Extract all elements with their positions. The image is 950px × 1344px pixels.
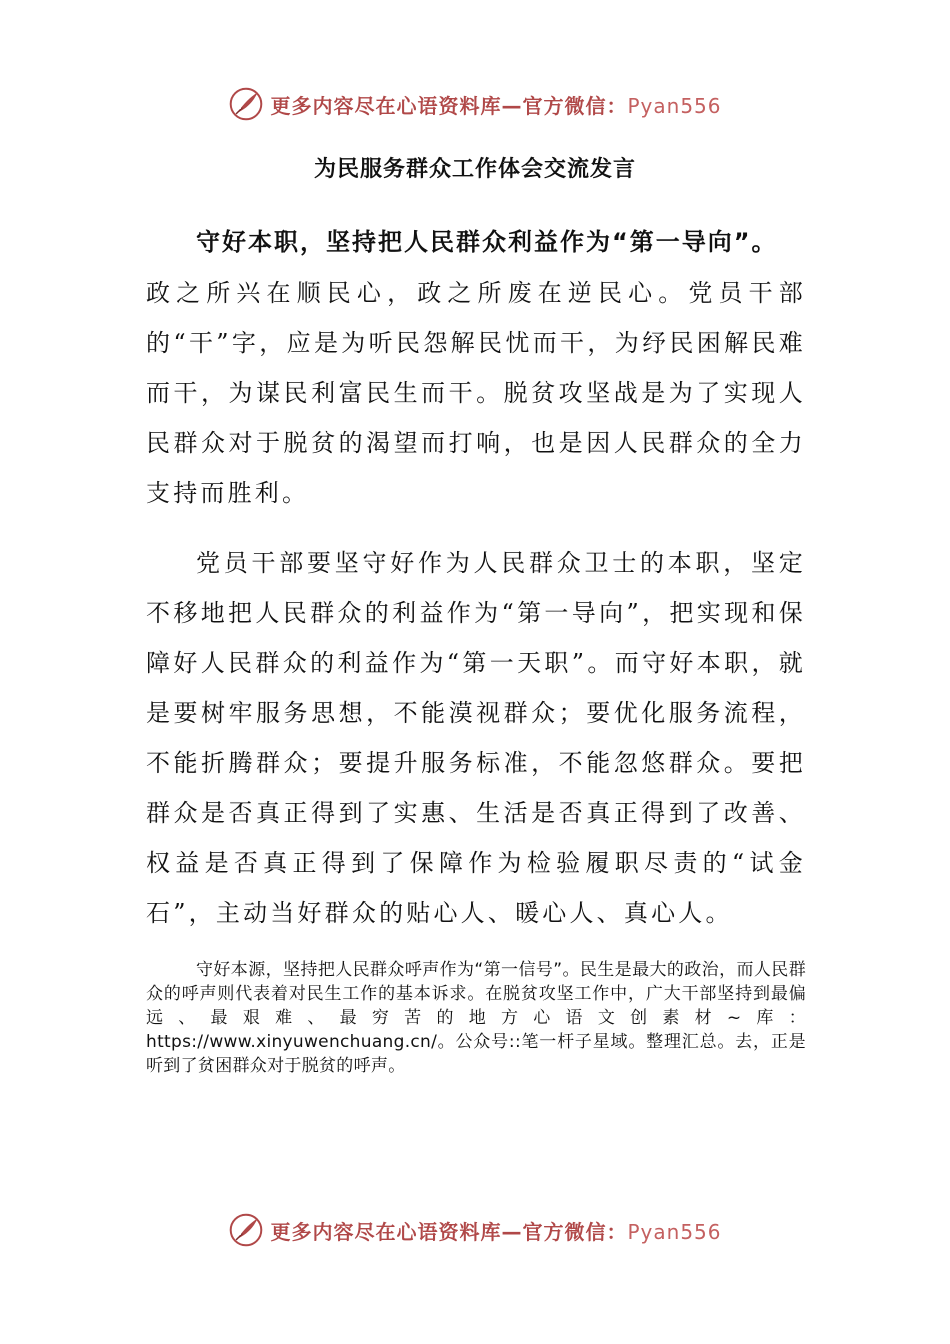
banner-label: 更多内容尽在心语资料库—官方微信： xyxy=(270,93,628,118)
banner-text xyxy=(270,90,721,119)
wechat-id: Pyan556 xyxy=(627,93,722,118)
document-title: 为民服务群众工作体会交流发言 xyxy=(313,157,636,182)
header-banner xyxy=(0,84,950,124)
banner-text xyxy=(270,1216,721,1245)
paragraph-3: 守好本源，坚持把人民群众呼声作为“第一信号”。民生是最大的政治，而人民群众的呼声则代表着对民生工作的基本诉求。在脱贫攻坚工作中，广大干部坚持到最偏远、最艰难、最穷苦的地方心语文创素材~库：https://www.xinyuwenchuang.cn/。公众号::笔一杆子星域。整理汇总。去，正是听到了贫困群众对于脱贫的呼声。 xyxy=(146,960,806,1076)
wechat-id: Pyan556 xyxy=(627,1219,722,1244)
quill-pen-icon xyxy=(228,86,264,122)
paragraph-2: 党员干部要坚守好作为人民群众卫士的本职，坚定不移地把人民群众的利益作为“第一导向”，把实现和保障好人民群众的利益作为“第一天职”。而守好本职，就是要树牢服务思想，不能漠视群众；要优化服务流程，不能折腾群众；要提升服务标准，不能忽悠群众。要把群众是否真正得到了实惠、生活是否真正得到了改善、权益是否真正得到了保障作为检验履职尽责的“试金石”，主动当好群众的贴心人、暖心人、真心人。 xyxy=(146,549,806,927)
banner-label: 更多内容尽在心语资料库—官方微信： xyxy=(270,1219,628,1244)
section-heading: 守好本职，坚持把人民群众利益作为“第一导向”。 xyxy=(196,228,778,256)
footer-banner xyxy=(0,1210,950,1250)
quill-pen-icon xyxy=(228,1212,264,1248)
paragraph-1: 政之所兴在顺民心，政之所废在逆民心。党员干部的“干”字，应是为听民怨解民忧而干，为纾民困解民难而干，为谋民利富民生而干。脱贫攻坚战是为了实现人民群众对于脱贫的渴望而打响，也是因人民群众的全力支持而胜利。 xyxy=(146,279,806,507)
